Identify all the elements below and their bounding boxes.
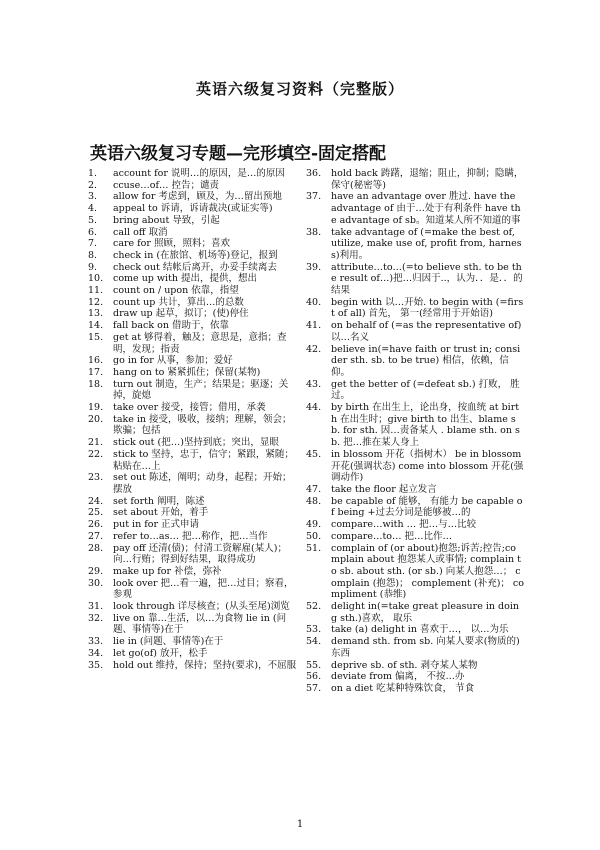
entry-text: go in for 从事，参加；爱好: [113, 355, 233, 367]
right-column: [306, 168, 524, 695]
entry-text: take (a) delight in 喜欢于…， 以…为乐: [331, 624, 509, 636]
entry-text: look over 把…看一遍，把…过目；察看，参观: [113, 577, 294, 601]
entry-text: hold back 踌躇，退缩；阻止，抑制；隐瞒，保守(秘密等): [331, 168, 524, 191]
vocab-entry: [306, 660, 524, 672]
vocab-entry: [306, 543, 524, 602]
entry-number: 41.: [306, 320, 322, 332]
vocab-entry: [306, 320, 524, 343]
entry-number: 21.: [88, 437, 104, 449]
entry-number: 7.: [88, 238, 98, 250]
entry-text: on behalf of (=as the representative of) 以…名义: [331, 320, 522, 343]
vocab-entry: [306, 683, 524, 695]
vocab-entry: [306, 624, 524, 636]
vocab-entry: [306, 601, 524, 624]
vocab-entry: [88, 355, 298, 367]
vocab-entry: [88, 273, 298, 285]
entry-number: 43.: [306, 378, 322, 390]
vocab-entry: [88, 332, 298, 355]
entry-number: 47.: [306, 483, 322, 495]
vocab-entry: [306, 344, 524, 379]
vocab-entry: [88, 320, 298, 332]
entry-number: 42.: [306, 343, 322, 355]
entry-number: 57.: [306, 682, 322, 694]
vocab-entry: [88, 227, 298, 239]
entry-number: 39.: [306, 261, 322, 273]
entry-text: refer to…as… 把…称作，把…当作: [113, 530, 268, 542]
vocab-entry: [88, 402, 298, 414]
entry-text: deviate from 偏离， 不按…办: [331, 671, 465, 683]
entry-number: 3.: [88, 191, 98, 203]
entry-text: get at 够得着，触及；意思是，意指；查明，发现；指责: [113, 331, 287, 355]
entry-text: attribute…to…(=to believe sth. to be the result of…)把…归因于..，认为．．是．．的结果: [331, 261, 523, 297]
entry-text: hold out 维持，保持；坚持(要求)，不屈服: [113, 659, 297, 671]
entry-number: 44.: [306, 402, 322, 414]
vocab-entry: [88, 215, 298, 227]
entry-text: count up 共计，算出…的总数: [113, 296, 244, 308]
entry-text: complain of (or about)抱怨;诉苦;控告;complain about 抱怨某人或事情; complain to sb. about sth. (or sb.) 向某人抱怨…； complain (抱怨)； complement (补充)； compliment (恭维): [331, 542, 524, 601]
vocab-entry: [88, 297, 298, 309]
entry-text: bring about 导致，引起: [113, 214, 220, 226]
entry-text: lie in (问题、事情等)在于: [113, 636, 224, 648]
entry-number: 56.: [306, 671, 322, 683]
vocab-entry: [88, 250, 298, 262]
vocab-entry: [88, 660, 298, 672]
entry-text: live on 靠…生活，以…为食物 lie in (问题、事情等)在于: [113, 612, 287, 636]
entry-text: draw up 起草，拟订；(使)停住: [113, 308, 249, 320]
left-column: [88, 168, 298, 671]
vocab-entry: [306, 379, 524, 402]
entry-text: stick to 坚持，忠于，信守；紧跟，紧随；粘贴在…上: [113, 448, 294, 472]
entry-text: pay off 还清(债)；付清工资解雇(某人)；向…行贿；得到好结果，取得成功: [113, 542, 287, 566]
vocab-entry: [306, 168, 524, 191]
vocab-entry: [306, 449, 524, 484]
entry-text: set out 陈述，阐明；动身，起程；开始；摆放: [113, 472, 292, 495]
vocab-entry: [88, 507, 298, 519]
entry-text: on a diet 吃某种特殊饮食， 节食: [331, 682, 475, 694]
entry-number: 48.: [306, 495, 322, 507]
entry-number: 53.: [306, 624, 322, 636]
entry-text: look through 详尽核查；(从头至尾)浏览: [113, 601, 290, 613]
vocab-entry: [88, 285, 298, 297]
entry-text: take over 接受，接管；借用，承袭: [113, 402, 266, 414]
entry-number: 5.: [88, 214, 98, 226]
entry-text: set forth 阐明，陈述: [113, 495, 205, 507]
entry-text: make up for 补偿，弥补: [113, 565, 222, 577]
entry-text: hang on to 紧紧抓住；保留(某物): [113, 366, 261, 378]
vocab-entry: [88, 648, 298, 660]
entry-text: turn out 制造，生产；结果是；驱逐；关掉，旋熄: [113, 378, 289, 402]
entry-number: 1.: [88, 168, 98, 179]
entry-number: 38.: [306, 226, 322, 238]
entry-number: 12.: [88, 296, 104, 308]
section-title: 英语六级复习专题—完形填空-固定搭配: [90, 144, 387, 164]
entry-number: 45.: [306, 448, 322, 460]
vocab-entry: [88, 414, 298, 437]
vocab-entry: [306, 297, 524, 320]
entry-number: 54.: [306, 636, 322, 648]
entry-number: 14.: [88, 320, 104, 332]
entry-number: 27.: [88, 530, 104, 542]
entry-number: 33.: [88, 636, 104, 648]
vocab-entry: [88, 472, 298, 495]
entry-number: 24.: [88, 495, 104, 507]
entry-number: 20.: [88, 413, 104, 425]
entry-number: 34.: [88, 647, 104, 659]
entry-text: begin with 以…开始. to begin with (=first of all) 首先， 第一(经常用于开始语): [331, 296, 524, 320]
entry-text: compare…to… 把…比作…: [331, 530, 453, 542]
entry-number: 50.: [306, 530, 322, 542]
vocab-entry: [88, 496, 298, 508]
vocab-entry: [88, 566, 298, 578]
entry-number: 10.: [88, 273, 104, 285]
entry-number: 29.: [88, 565, 104, 577]
entry-text: ccuse…of… 控告；谴责: [113, 179, 220, 191]
entry-number: 49.: [306, 519, 322, 531]
vocab-entry: [88, 636, 298, 648]
entry-number: 31.: [88, 601, 104, 613]
vocab-entry: [306, 496, 524, 519]
entry-text: allow for 考虑到，顾及，为…留出预地: [113, 191, 282, 203]
document-title: 英语六级复习资料（完整版）: [195, 80, 404, 98]
entry-number: 51.: [306, 542, 322, 554]
entry-number: 2.: [88, 179, 98, 191]
entry-text: have an advantage over 胜过. have the advantage of 由于…处于有利条件 have the advantage of sb。知道某人所不知道的事: [331, 191, 521, 226]
entry-number: 16.: [88, 355, 104, 367]
entry-text: set about 开始，着手: [113, 507, 209, 519]
vocab-entry: [88, 191, 298, 203]
entry-number: 4.: [88, 203, 98, 215]
entry-number: 25.: [88, 507, 104, 519]
vocab-entry: [88, 308, 298, 320]
entry-text: let go(of) 放开，松手: [113, 647, 208, 659]
entry-number: 32.: [88, 612, 104, 624]
page-number: 1: [296, 819, 304, 830]
entry-text: take advantage of (=make the best of, utilize, make use of, profit from, harness)利用。: [331, 226, 522, 261]
vocab-entry: [88, 203, 298, 215]
entry-text: by birth 在出生上，论出身，按血统 at birth 在出生时；give birth to 出生、blame sb. for sth. 因…责备某人 . blame sth. on sb. 把…推在某人身上: [331, 402, 520, 449]
vocab-entry: [306, 484, 524, 496]
entry-number: 26.: [88, 519, 104, 531]
entry-text: get the better of (=defeat sb.) 打败， 胜过。: [331, 378, 520, 402]
entry-number: 15.: [88, 331, 104, 343]
entry-number: 9.: [88, 261, 98, 273]
entry-text: believe in(=have faith or trust in; consider sth. sb. to be true) 相信，依赖，信仰。: [331, 343, 521, 378]
vocab-entry: [306, 636, 524, 659]
vocab-entry: [88, 531, 298, 543]
vocab-entry: [88, 262, 298, 274]
vocab-entry: [306, 402, 524, 449]
vocab-entry: [306, 519, 524, 531]
entry-text: check out 结帐后离开，办妥手续离去: [113, 261, 277, 273]
entry-number: 22.: [88, 448, 104, 460]
entry-text: in blossom 开花（指树木） be in blossom 开花(强调状态) come into blossom 开花(强调动作): [331, 448, 524, 484]
entry-number: 11.: [88, 285, 104, 297]
entry-number: 17.: [88, 366, 104, 378]
vocab-entry: [88, 519, 298, 531]
entry-text: count on / upon 依靠，指望: [113, 285, 239, 297]
entry-text: call off 取消: [113, 226, 168, 238]
entry-text: take the floor 起立发言: [331, 483, 437, 495]
entry-text: delight in(=take great pleasure in doing sth.)喜欢， 取乐: [331, 601, 519, 624]
vocab-entry: [88, 613, 298, 636]
entry-text: stick out (把…)坚持到底；突出，显眼: [113, 437, 279, 449]
vocab-entry: [88, 543, 298, 566]
vocab-entry: [88, 437, 298, 449]
entry-number: 30.: [88, 577, 104, 589]
entry-text: take in 接受，吸收，接纳；理解，领会；欺骗；包括: [113, 413, 292, 437]
vocab-entry: [306, 671, 524, 683]
entry-number: 8.: [88, 249, 98, 261]
entry-text: check in (在旅馆、机场等)登记，报到: [113, 249, 278, 261]
entry-number: 18.: [88, 378, 104, 390]
entry-number: 40.: [306, 296, 322, 308]
vocab-entry: [306, 531, 524, 543]
entry-number: 37.: [306, 191, 322, 203]
entry-text: fall back on 借助于，依靠: [113, 320, 229, 332]
entry-text: appeal to 诉请，诉请裁决(或证实等): [113, 203, 273, 215]
entry-text: account for 说明…的原因，是…的原因: [113, 168, 285, 179]
entry-number: 35.: [88, 659, 104, 671]
entry-text: put in for 正式申请: [113, 519, 200, 531]
entry-text: care for 照顾，照料；喜欢: [113, 238, 230, 250]
entry-number: 6.: [88, 226, 98, 238]
entry-text: be capable of 能够， 有能力 be capable of being +过去分词是能够被…的: [331, 495, 523, 519]
entry-text: deprive sb. of sth. 剥夺某人某物: [331, 659, 478, 671]
entry-number: 55.: [306, 659, 322, 671]
vocab-entry: [88, 168, 298, 180]
entry-text: compare…with … 把…与…比较: [331, 519, 477, 531]
vocab-entry: [88, 180, 298, 192]
entry-number: 13.: [88, 308, 104, 320]
entry-text: demand sth. from sb. 向某人要求(物质的)东西: [331, 636, 520, 659]
entry-number: 19.: [88, 402, 104, 414]
vocab-entry: [88, 367, 298, 379]
vocab-entry: [306, 262, 524, 297]
entry-number: 28.: [88, 542, 104, 554]
entry-number: 23.: [88, 472, 104, 484]
vocab-entry: [306, 227, 524, 262]
vocab-entry: [88, 601, 298, 613]
entry-text: come up with 提出，提供，想出: [113, 273, 258, 285]
vocab-entry: [88, 578, 298, 601]
vocab-entry: [306, 191, 524, 226]
entry-number: 36.: [306, 168, 322, 179]
vocab-entry: [88, 449, 298, 472]
entry-number: 52.: [306, 601, 322, 613]
vocab-entry: [88, 238, 298, 250]
vocab-entry: [88, 379, 298, 402]
